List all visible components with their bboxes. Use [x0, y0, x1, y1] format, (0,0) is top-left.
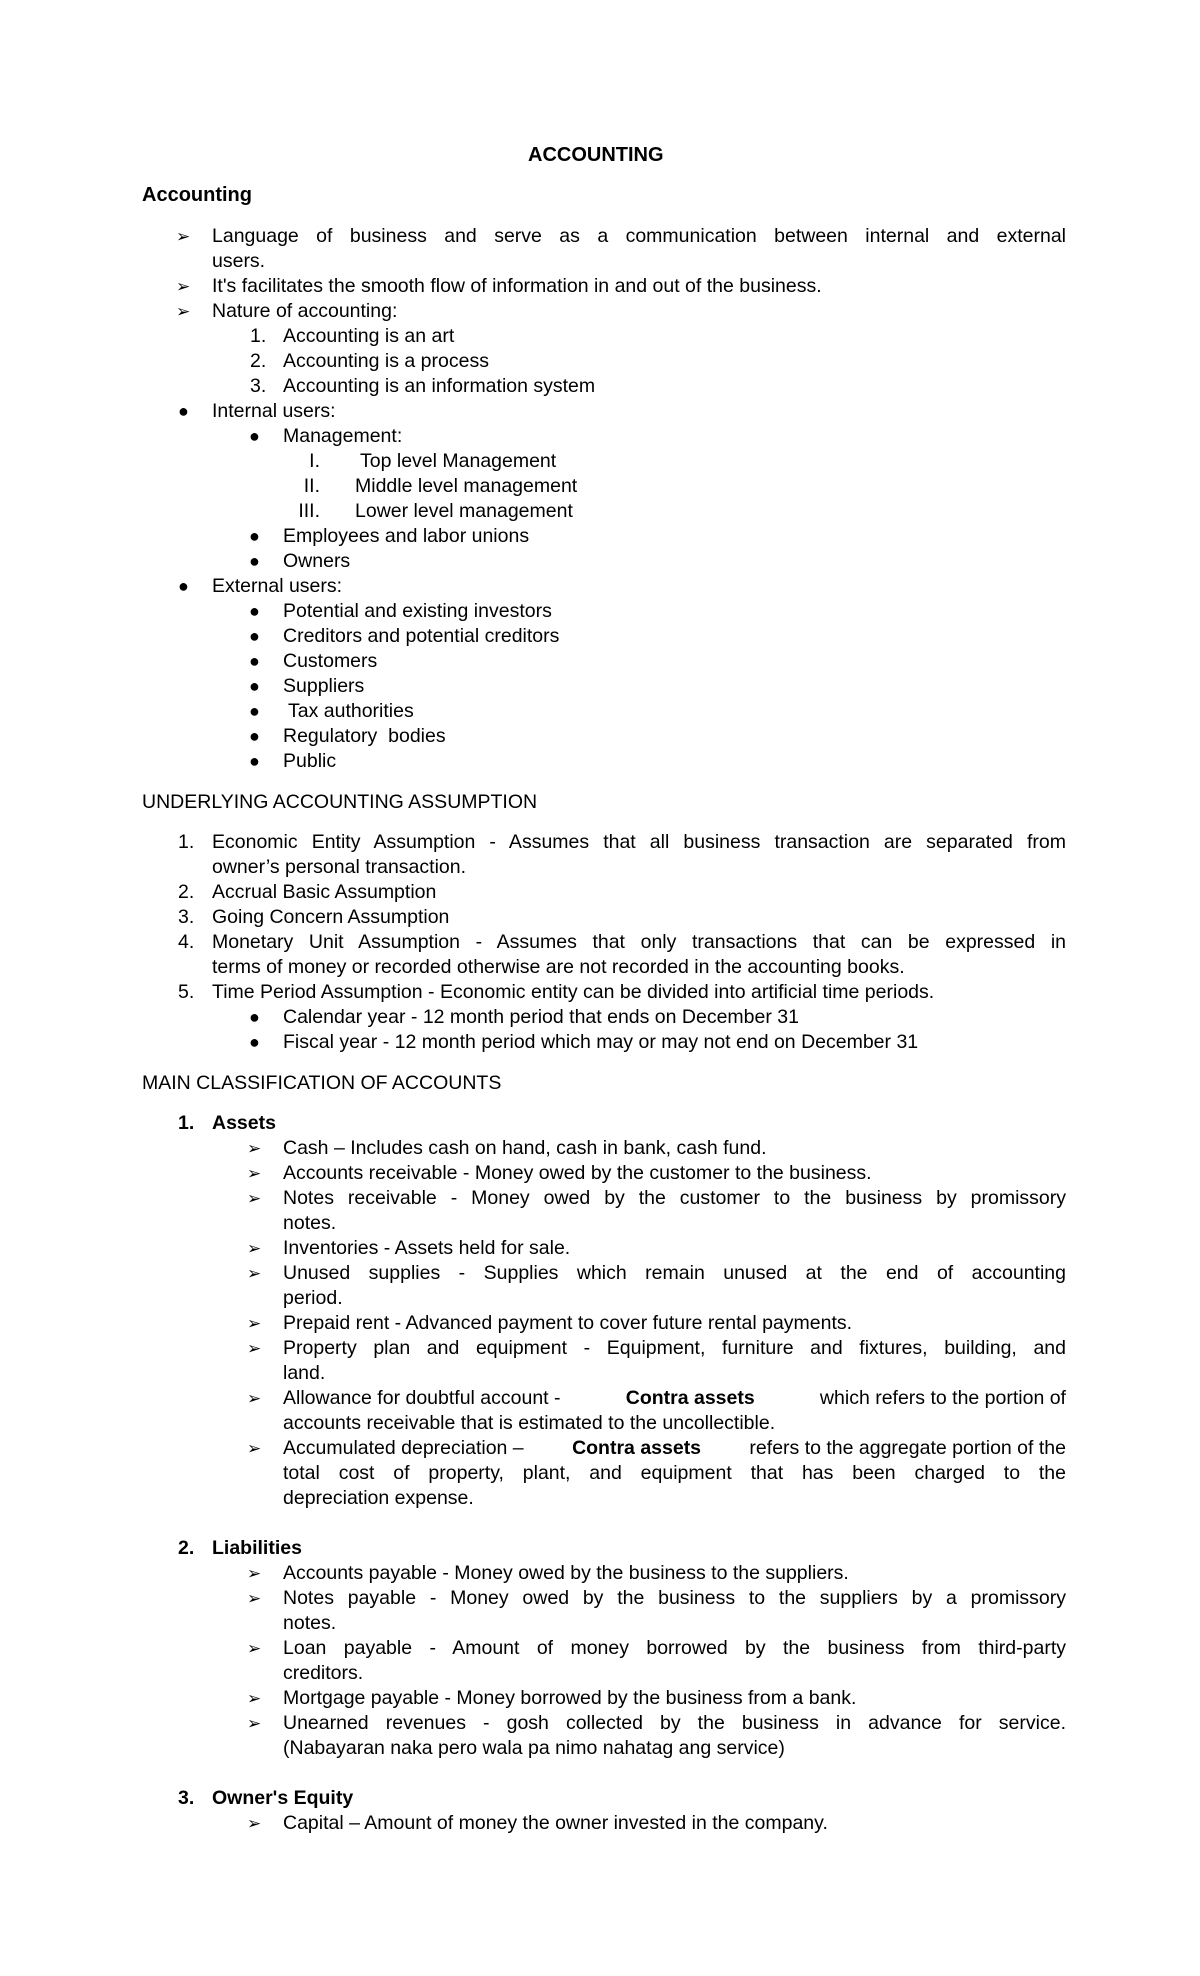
arrow-bullet-icon: ➢ [247, 1239, 262, 1258]
list-number: 2. [178, 1537, 195, 1559]
list-item: Owners [283, 550, 351, 572]
list-item: Fiscal year - 12 month period which may or may not end on December 31 [283, 1031, 919, 1053]
text-line: notes. [283, 1212, 337, 1234]
roman-number: II. [303, 475, 320, 497]
bullet-icon: ● [249, 526, 260, 546]
bullet-icon: ● [249, 751, 260, 771]
bullet-icon: ● [249, 701, 260, 721]
text-line: depreciation expense. [283, 1487, 474, 1509]
bullet-icon: ● [249, 676, 260, 696]
bullet-icon: ● [178, 401, 189, 421]
text-line: Accrual Basic Assumption [212, 881, 437, 903]
arrow-bullet-icon: ➢ [247, 1589, 262, 1608]
text-line: Time Period Assumption - Economic entity can be divided into artificial time periods. [212, 981, 935, 1003]
list-item: Employees and labor unions [283, 525, 530, 547]
text-line: Management: [283, 425, 403, 447]
arrow-bullet-icon: ➢ [247, 1314, 262, 1333]
text-line: Going Concern Assumption [212, 906, 450, 928]
contra-assets-term: Contra assets [625, 1387, 755, 1409]
bullet-icon: ● [249, 626, 260, 646]
text-line: users. [212, 250, 266, 272]
text-line: total cost of property, plant, and equipment that has been charged to the [283, 1462, 1066, 1484]
list-number: 3. [178, 1787, 195, 1809]
list-item: Regulatory bodies [283, 725, 446, 747]
text-line: notes. [283, 1612, 337, 1634]
list-item: Lower level management [355, 500, 573, 522]
text-line: Nature of accounting: [212, 300, 398, 322]
bullet-icon: ● [178, 576, 189, 596]
arrow-bullet-icon: ➢ [247, 1639, 262, 1658]
list-number: 3. [178, 906, 195, 928]
text-line: Capital – Amount of money the owner invested in the company. [283, 1812, 828, 1834]
bullet-icon: ● [249, 426, 260, 446]
page-title: ACCOUNTING [528, 144, 664, 166]
arrow-bullet-icon: ➢ [247, 1164, 262, 1183]
arrow-bullet-icon: ➢ [247, 1339, 262, 1358]
text-line: Loan payable - Amount of money borrowed by the business from third-party [283, 1637, 1066, 1659]
text-line: Property plan and equipment - Equipment, furniture and fixtures, building, and [283, 1337, 1066, 1359]
bullet-icon: ● [249, 1032, 260, 1052]
bullet-icon: ● [249, 551, 260, 571]
arrow-bullet-icon: ➢ [247, 1814, 262, 1833]
text-line: Language of business and serve as a communication between internal and external [212, 225, 1066, 247]
text-span: Allowance for doubtful account - [283, 1387, 566, 1409]
text-line: period. [283, 1287, 343, 1309]
text-line: Mortgage payable - Money borrowed by the business from a bank. [283, 1687, 857, 1709]
arrow-bullet-icon: ➢ [247, 1139, 262, 1158]
list-item: Middle level management [355, 475, 578, 497]
bullet-icon: ● [249, 601, 260, 621]
list-item: Accounting is an information system [283, 375, 596, 397]
list-number: 1. [250, 325, 267, 347]
text-line: accounts receivable that is estimated to the uncollectible. [283, 1412, 776, 1434]
arrow-bullet-icon: ➢ [176, 277, 191, 296]
text-line: Unearned revenues - gosh collected by the business in advance for service. [283, 1712, 1066, 1734]
text-line: Notes payable - Money owed by the business to the suppliers by a promissory [283, 1587, 1066, 1609]
contra-assets-term: Contra assets [572, 1437, 702, 1459]
list-number: 1. [178, 831, 195, 853]
list-number: 3. [250, 375, 267, 397]
text-line: land. [283, 1362, 326, 1384]
list-item: Accounting is an art [283, 325, 455, 347]
text-line: (Nabayaran naka pero wala pa nimo nahatag ang service) [283, 1737, 785, 1759]
arrow-bullet-icon: ➢ [247, 1439, 262, 1458]
category-label-assets: Assets [212, 1112, 276, 1134]
list-item: Potential and existing investors [283, 600, 552, 622]
list-number: 4. [178, 931, 195, 953]
list-number: 2. [250, 350, 267, 372]
list-number: 1. [178, 1112, 195, 1134]
list-number: 5. [178, 981, 195, 1003]
roman-number: I. [309, 450, 320, 472]
text-line: Unused supplies - Supplies which remain unused at the end of accounting [283, 1262, 1066, 1284]
section-heading-classification: MAIN CLASSIFICATION OF ACCOUNTS [142, 1072, 502, 1094]
list-item: Suppliers [283, 675, 365, 697]
arrow-bullet-icon: ➢ [247, 1714, 262, 1733]
list-item: Creditors and potential creditors [283, 625, 560, 647]
bullet-icon: ● [249, 726, 260, 746]
text-span: Accumulated depreciation – [283, 1437, 530, 1459]
category-label-liabilities: Liabilities [212, 1537, 302, 1559]
text-line: creditors. [283, 1662, 364, 1684]
text-span: refers to the aggregate portion of the [744, 1437, 1066, 1459]
text-line: Internal users: [212, 400, 336, 422]
bullet-icon: ● [249, 1007, 260, 1027]
text-span: which refers to the portion of [814, 1387, 1066, 1409]
list-item: Public [283, 750, 337, 772]
text-line: terms of money or recorded otherwise are not recorded in the accounting books. [212, 956, 905, 978]
text-line: Notes receivable - Money owed by the customer to the business by promissory [283, 1187, 1066, 1209]
arrow-bullet-icon: ➢ [247, 1689, 262, 1708]
arrow-bullet-icon: ➢ [247, 1389, 262, 1408]
text-line: owner’s personal transaction. [212, 856, 467, 878]
text-line [283, 1386, 1066, 1411]
section-heading-assumptions: UNDERLYING ACCOUNTING ASSUMPTION [142, 791, 538, 813]
text-line: Prepaid rent - Advanced payment to cover future rental payments. [283, 1312, 853, 1334]
list-item: Calendar year - 12 month period that ends on December 31 [283, 1006, 799, 1028]
text-line: Inventories - Assets held for sale. [283, 1237, 571, 1259]
arrow-bullet-icon: ➢ [247, 1189, 262, 1208]
text-line: External users: [212, 575, 343, 597]
list-number: 2. [178, 881, 195, 903]
list-item: Tax authorities [288, 700, 414, 722]
text-line: Cash – Includes cash on hand, cash in bank, cash fund. [283, 1137, 767, 1159]
text-line: Monetary Unit Assumption - Assumes that only transactions that can be expressed in [212, 931, 1066, 953]
list-item: Top level Management [360, 450, 557, 472]
text-line: It's facilitates the smooth flow of information in and out of the business. [212, 275, 822, 297]
text-line: Accounts receivable - Money owed by the customer to the business. [283, 1162, 872, 1184]
text-line: Economic Entity Assumption - Assumes that all business transaction are separated from [212, 831, 1066, 853]
category-label-equity: Owner's Equity [212, 1787, 354, 1809]
list-item: Customers [283, 650, 378, 672]
arrow-bullet-icon: ➢ [247, 1264, 262, 1283]
roman-number: III. [298, 500, 320, 522]
text-line [283, 1436, 1066, 1461]
list-item: Accounting is a process [283, 350, 489, 372]
section-heading-accounting: Accounting [142, 184, 252, 206]
arrow-bullet-icon: ➢ [247, 1564, 262, 1583]
bullet-icon: ● [249, 651, 260, 671]
arrow-bullet-icon: ➢ [176, 227, 191, 246]
text-line: Accounts payable - Money owed by the business to the suppliers. [283, 1562, 849, 1584]
arrow-bullet-icon: ➢ [176, 302, 191, 321]
